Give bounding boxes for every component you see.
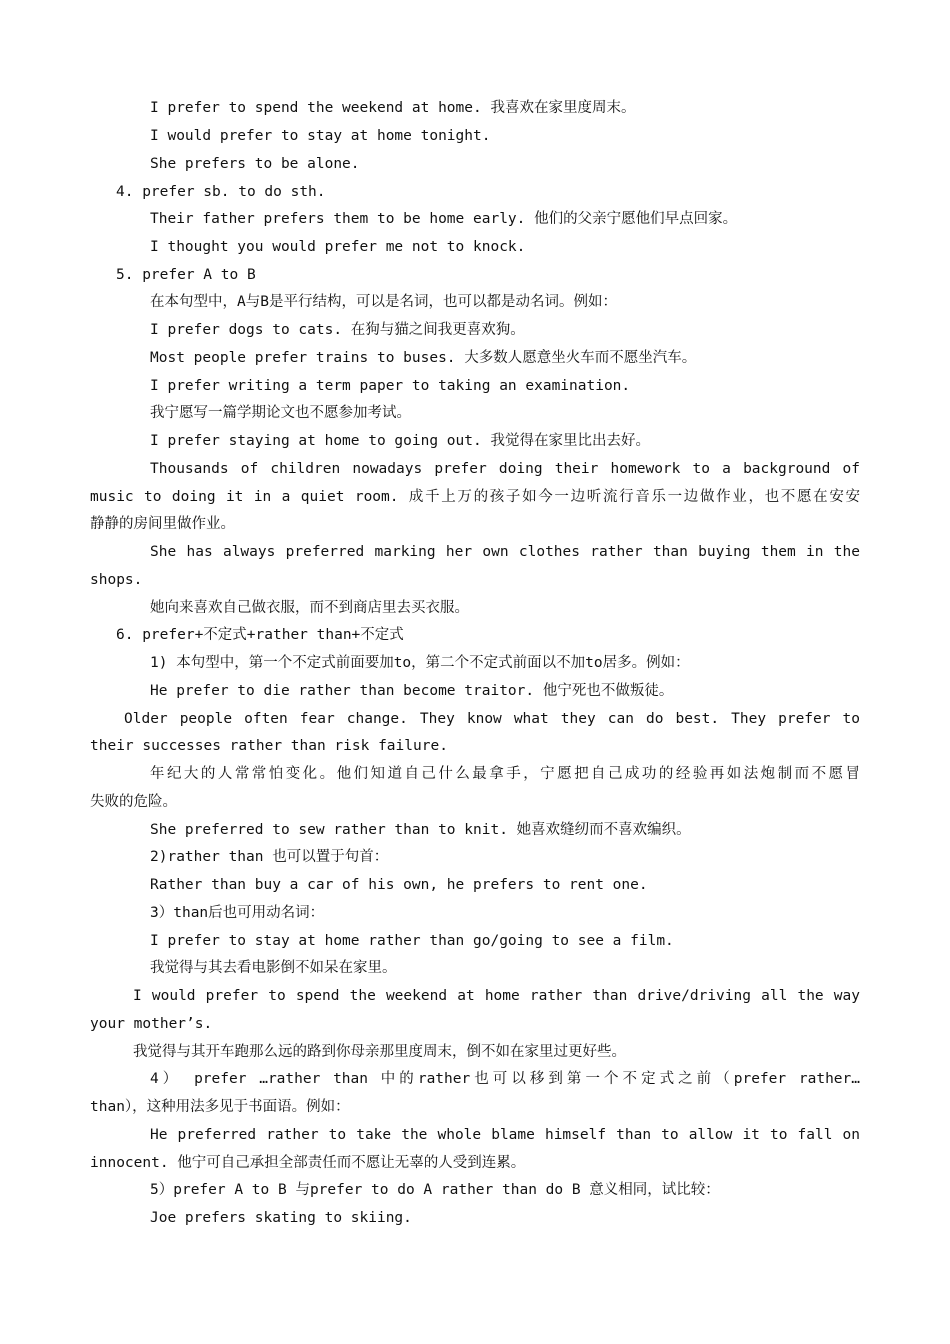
- text-line: He preferred rather to take the whole blame himself than to allow it to fall on: [150, 1127, 860, 1143]
- text-line: I prefer to spend the weekend at home. 我喜欢在家里度周末。: [150, 100, 636, 116]
- text-line: 年纪大的人常常怕变化。他们知道自己什么最拿手，宁愿把自己成功的经验再如法炮制而不愿冒: [150, 766, 860, 782]
- text-line: 在本句型中，A与B是平行结构，可以是名词，也可以都是动名词。例如：: [150, 294, 617, 310]
- text-line: She preferred to sew rather than to knit. 她喜欢缝纫而不喜欢编织。: [150, 822, 691, 838]
- text-line: Thousands of children nowadays prefer doing their homework to a background of: [150, 461, 860, 477]
- text-line: Most people prefer trains to buses. 大多数人愿意坐火车而不愿坐汽车。: [150, 350, 697, 366]
- text-line: 我觉得与其开车跑那么远的路到你母亲那里度周末，倒不如在家里过更好些。: [133, 1044, 626, 1060]
- text-line: I prefer dogs to cats. 在狗与猫之间我更喜欢狗。: [150, 322, 525, 338]
- text-line: I thought you would prefer me not to knock.: [150, 239, 526, 255]
- text-line: She has always preferred marking her own clothes rather than buying them in the: [150, 544, 860, 560]
- text-line: 4） prefer …rather than 中的rather也可以移到第一个不定式之前（prefer rather…: [150, 1071, 860, 1087]
- text-line: shops.: [90, 572, 143, 588]
- text-line: their successes rather than risk failure.: [90, 738, 448, 754]
- text-line: I prefer writing a term paper to taking an examination.: [150, 378, 631, 394]
- text-line: She prefers to be alone.: [150, 156, 360, 172]
- text-line: Older people often fear change. They know what they can do best. They prefer to: [124, 711, 860, 727]
- text-line: I would prefer to stay at home tonight.: [150, 128, 491, 144]
- text-line: 我觉得与其去看电影倒不如呆在家里。: [150, 960, 397, 976]
- text-line: 我宁愿写一篇学期论文也不愿参加考试。: [150, 405, 411, 421]
- section-heading: 6. prefer+不定式+rather than+不定式: [116, 627, 404, 643]
- text-line: 5）prefer A to B 与prefer to do A rather than do B 意义相同，试比较：: [150, 1182, 720, 1198]
- text-line: I would prefer to spend the weekend at home rather than drive/driving all the way: [133, 988, 860, 1004]
- text-line: 2)rather than 也可以置于句首：: [150, 849, 389, 865]
- text-line: your mother’s.: [90, 1016, 213, 1032]
- section-heading: 5. prefer A to B: [116, 267, 256, 283]
- text-line: 她向来喜欢自己做衣服，而不到商店里去买衣服。: [150, 600, 469, 616]
- text-line: Their father prefers them to be home early. 他们的父亲宁愿他们早点回家。: [150, 211, 738, 227]
- text-line: 3）than后也可用动名词：: [150, 905, 325, 921]
- text-line: music to doing it in a quiet room. 成千上万的孩子如今一边听流行音乐一边做作业，也不愿在安安: [90, 489, 860, 505]
- text-line: He prefer to die rather than become traitor. 他宁死也不做叛徒。: [150, 683, 674, 699]
- text-line: 1) 本句型中，第一个不定式前面要加to，第二个不定式前面以不加to居多。例如：: [150, 655, 690, 671]
- text-line: 失败的危险。: [90, 794, 177, 810]
- text-line: I prefer staying at home to going out. 我觉得在家里比出去好。: [150, 433, 650, 449]
- text-line: innocent. 他宁可自己承担全部责任而不愿让无辜的人受到连累。: [90, 1155, 526, 1171]
- text-line: I prefer to stay at home rather than go/going to see a film.: [150, 933, 674, 949]
- text-line: Rather than buy a car of his own, he prefers to rent one.: [150, 877, 648, 893]
- text-line: Joe prefers skating to skiing.: [150, 1210, 412, 1226]
- text-line: 静静的房间里做作业。: [90, 516, 235, 532]
- text-line: than），这种用法多见于书面语。例如：: [90, 1099, 350, 1115]
- section-heading: 4. prefer sb. to do sth.: [116, 184, 326, 200]
